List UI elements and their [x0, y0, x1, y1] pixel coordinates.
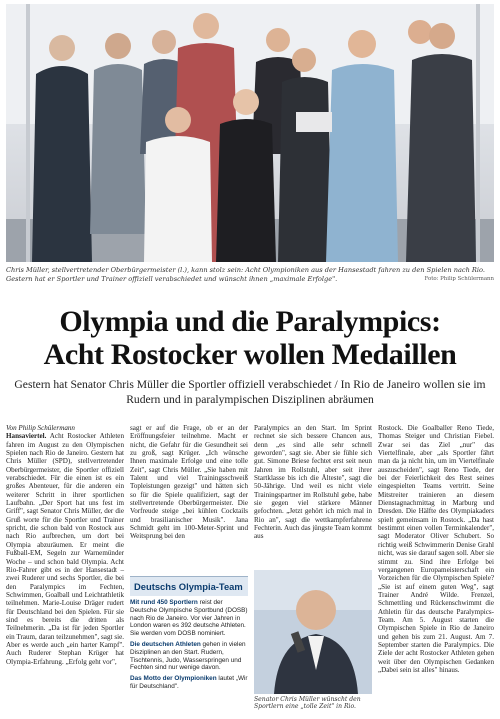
info-p2-text: gehen in vielen Disziplinen an den Start. Rudern, Tischtennis, Judo, Wasserspringen und Fechten sind nur wenige davon.: [130, 640, 246, 672]
photo-caption: [6, 266, 494, 283]
headline-line-2: Acht Rostocker wollen Medaillen: [43, 338, 457, 371]
senator-photo: [254, 570, 372, 694]
column-1-text: [6, 432, 124, 666]
article-body: [6, 424, 494, 716]
caption-text: Chris Müller, stellvertretender Oberbürgermeister (l.), kann stolz sein: Acht Olympioniken aus der Hansestadt fahren zu den Spielen nach Rio. Gestern hat er Sportler und Trainer offiziell verabschiedet und wünscht ihnen „maximale Erfolge".: [6, 266, 485, 283]
info-p3-text: lautet „Wir für Deutschland".: [130, 675, 248, 690]
photo-credit: Foto: Philip Schülermann: [424, 275, 494, 282]
info-paragraph-3: [130, 675, 248, 691]
info-box-title: Deutschs Olympia-Team: [130, 577, 248, 596]
info-p2-lead: Die deutschen Athleten: [130, 640, 201, 648]
column-3: [254, 424, 372, 541]
info-p1-lead: Mit rund 450 Sportlern: [130, 599, 198, 606]
info-paragraph-1: [130, 599, 248, 638]
author-byline: Von Philip Schülermann: [6, 424, 75, 432]
column-1: [6, 424, 124, 666]
info-paragraph-2: [130, 641, 248, 672]
headline: [0, 305, 500, 371]
senator-caption: Senator Chris Müller wünscht den Sportlern eine „tolle Zeit" in Rio.: [254, 696, 361, 711]
subheadline: Gestern hat Senator Chris Müller die Sportler offiziell verabschiedet / In Rio de Janeiro wollen sie im Rudern und in paralympischen Disziplinen abräumen: [14, 378, 486, 406]
column-3-body: Paralympics an den Start. Im Sprint rechnet sie sich bessere Chancen aus, denn „es sind alle sehr schnell geworden", sagt sie. Aber sie fühle sich gut. Simone Briese fechtet erst seit neun Jahren im Rollstuhl, aber seit ihrer Startklasse bis ich die Älteste", sagt die 50-Jährige. Und weil es nicht viele Trainingspartner im Rollstuhl gebe, habe sie gegen viel stärkere Männer gefochten. „Jetzt gehört ich mich mal in Rio an", sagt die wettkampferfahrene Fechterin. Auch das jüngste Team kommt aus: [254, 424, 372, 541]
dateline: Hansaviertel.: [6, 432, 47, 441]
info-p1-text: reist der Deutsche Olympische Sportbund (DOSB) nach Rio de Janeiro. Vor vier Jahren in London waren es 392 deutsche Athleten. Sie werden vom DOSB nominiert.: [130, 599, 248, 638]
group-photo: [6, 4, 494, 262]
column-4-body: Rostock. Die Goalballer Reno Tiede, Thomas Steiger und Christian Fiebel. Zwar sei das Ziel „nur" das Viertelfinale, aber „als Sportler fährt man da ja nicht hin, um im Viertelfinale auszuscheiden", sagt Reno Tiede, der bei der Feierlichkeit des Rest seines eingespielten Teams vertritt. Seine Mitstreiter trainieren an diesem Dienstagnachmittag in Marburg und Dresden. Die Hälfte des Olympiakaders spielt gemeinsam in Rostock. „Da hast bestimmt einen vollen Terminkalender", sagt Moderator Oliver Schubert. So richtig weiß Schwimmerin Denise Grahl nicht, was sie darauf sagen soll. Aber sie stimmt zu. Sind ihre Erfolge bei vergangenen Europameisterschaft ein Vorzeichen für die Olympischen Spiele? „Sie ist auf einem guten Weg", sagt Trainer André Wilde. Frenzel, Schmettling und Rückenschwimmt die Athletin für das deutsche Paralympics-Team. Am 5. August starten die Olympischen Spiele in Rio de Janeiro und gehen bis zum 21. August. Am 7. September starten die Paralympics. Die Ziele der acht Rostocker Athleten gehen weit über den Olympischen Gedanken „Dabei sein ist alles" hinaus.: [378, 424, 494, 674]
column-2: [130, 424, 248, 541]
info-p3-lead: Das Motto der Olympioniken: [130, 675, 217, 683]
column-2-body: sagt er auf die Frage, ob er an der Eröffnungsfeier teilnehme. Macht er nicht, die Gefahr für die Gesundheit sei zu groß, sagt Krüger. „Ich wünsche Ihnen maximale Erfolge und eine tolle Zeit", sagt Chris Müller. „Sie haben mit Talent und viel Trainingsschweiß Topleistungen gezeigt" und hätten sich so für die Spiele qualifiziert, sagt der stellvertretende Oberbürgermeister. Die Vorfreude steige „bei kühlen Cocktails und brasilianischer Musik". Jana Schmidt geht im 100-Meter-Sprint und Weitsprung bei den: [130, 424, 248, 541]
column-1-body: Acht Rostocker Athleten fahren im August zu den Olympischen Spielen nach Rio de Janeiro. Gestern hat Chris Müller (SPD), stellvertretender Oberbürgermeister, die Sportler offiziell verabschiedet. Für die einen ist es ein großes Abenteuer, für die anderen ein weiterer Schritt in ihrer sportlichen Laufbahn. „Der Sport hat uns fest im Griff", sagt Senator Chris Müller, der die Gruß worte für die Sportler und Trainer spricht, die schon bald von Rostock aus nach Rio aufbrechen, um dort bei Olympia abzuräumen. Er meint die Fußball-EM, Segeln zur Warnemünder Woche – und schon bald Olympia. Acht Rio-Fahrer gibt es in der Hansestadt – zwei Ruderer und sechs Sportler, die bei den Paralympics im Fechten, Schwimmen, Goalball und Leichtathletik teilnehmen. Marie-Louise Dräger rudert für Deutschland bei den Spielen. Für sie sind es bereits die dritten als Teilnehmerin. „Da ist für jeden Sportler ein Traum, daran teilzunehmen", sagt sie. Aber es werde auch „ein harter Kampf". Auch Ruderer Stephan Krüger hat Olympia-Erfahrung. „Erfolg geht vor",: [6, 432, 124, 666]
headline-line-1: Olympia und die Paralympics:: [59, 305, 441, 338]
column-4: [378, 424, 494, 674]
info-box: [130, 576, 248, 717]
